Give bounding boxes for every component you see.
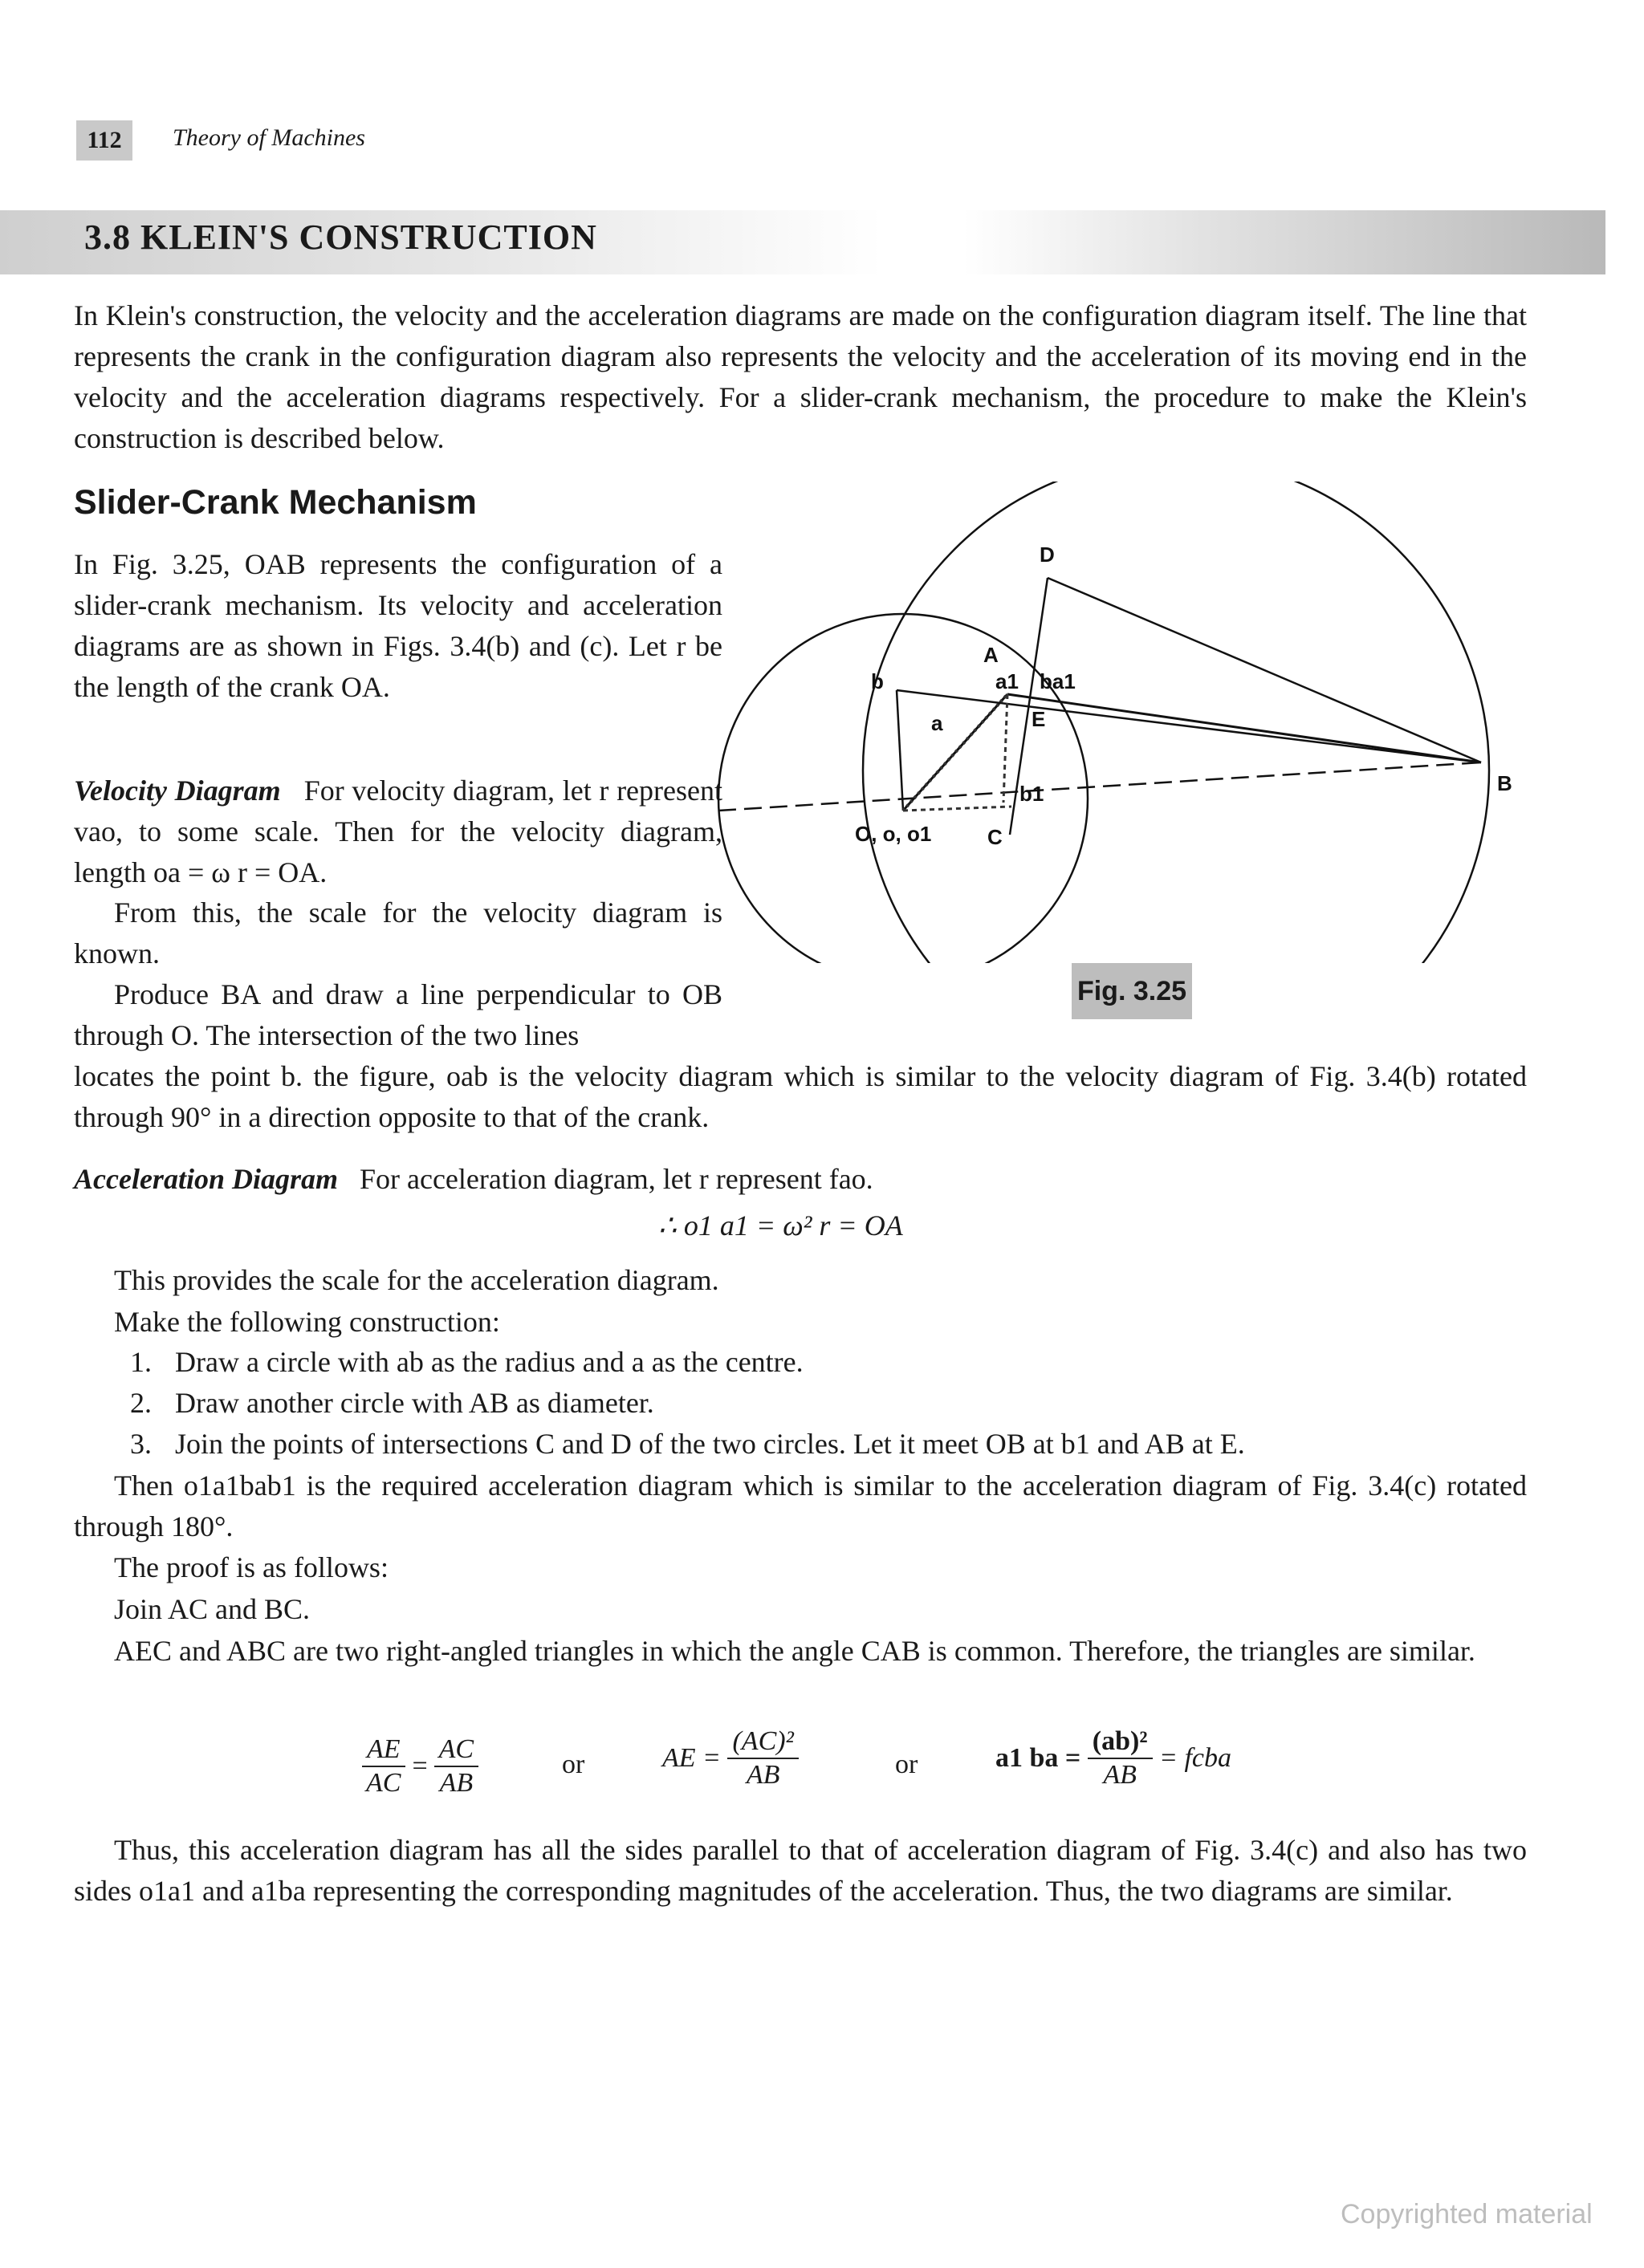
acceleration-text: For acceleration diagram, let r represent fao.: [359, 1163, 873, 1195]
ab-equation: a1 ba = $\frac{\text{(ab)²}}{AB}$ = fcba: [995, 1726, 1232, 1790]
label-e: E: [1032, 707, 1046, 731]
line-ba-produced: [897, 690, 1481, 762]
construction-step: 3. Join the points of intersections C and D of the two circles. Let it meet OB at b1 and AB at E.: [130, 1428, 1245, 1460]
conclusion-paragraph: Thus, this acceleration diagram has all the sides parallel to that of acceleration diagram of Fig. 3.4(c) and also has two sides o1a1 and a1ba representing the corresponding magnitudes of the acceleration. Thus, the two diagrams are similar.: [74, 1834, 1527, 1907]
label-c: C: [987, 825, 1003, 849]
accel-side-o1b1: [903, 807, 1011, 811]
intro-paragraph: In Klein's construction, the velocity and the acceleration diagrams are made on the configuration diagram itself. The line that represents the crank in the configuration diagram also represents the velocity and the acceleration of its moving end in the velocity and the acceleration diagrams respectively. For a slider-crank mechanism, the procedure to make the Klein's construction is described below.: [74, 299, 1527, 454]
fraction: $\frac{AC}{AB}$: [434, 1734, 478, 1799]
label-b-lower: b: [871, 669, 884, 693]
klein-construction-figure: [706, 482, 1541, 963]
fraction: $\frac{\text{(ab)²}}{AB}$: [1088, 1725, 1153, 1791]
equals-sign: =: [412, 1751, 428, 1781]
label-b-upper: B: [1497, 771, 1512, 795]
line-ob-perpendicular: [897, 690, 903, 811]
or-word: or: [562, 1750, 585, 1779]
connecting-rod-ab: [1007, 694, 1481, 762]
ratio-equation: [361, 1734, 478, 1799]
velocity-scale-paragraph: From this, the scale for the velocity diagram is known.: [74, 896, 722, 969]
page-number-text: 112: [87, 127, 122, 153]
line-ob: [718, 762, 1481, 811]
result-paragraph: Then o1a1bab1 is the required acceleration diagram which is similar to the acceleration diagram of Fig. 3.4(c) rotated through 180°.: [74, 1469, 1527, 1542]
join-line: Join AC and BC.: [114, 1593, 311, 1625]
accel-side-a1ba: [1003, 694, 1007, 803]
construction-intro: Make the following construction:: [114, 1306, 500, 1338]
velocity-text: For velocity diagram, let r represent vao, to some scale. Then for the velocity diagram, length oa = ω r = OA.: [74, 774, 722, 888]
label-o: O, o, o1: [855, 822, 932, 846]
acceleration-scale-paragraph: This provides the scale for the acceleration diagram.: [114, 1264, 719, 1296]
construction-step: 1. Draw a circle with ab as the radius and a as the centre.: [130, 1346, 804, 1378]
label-a1: a1: [995, 669, 1019, 693]
produce-paragraph: Produce BA and draw a line perpendicular to OB through O. The intersection of the two lines: [74, 978, 722, 1051]
construction-steps: [130, 1342, 1527, 1465]
figure-caption: Fig. 3.25: [1072, 963, 1192, 1019]
fraction: $\frac{AE}{AC}$: [361, 1734, 405, 1799]
fraction: $\frac{\text{(AC)²}}{AB}$: [727, 1725, 798, 1791]
acceleration-paragraph: [74, 1159, 1527, 1200]
or-word-2: or: [895, 1750, 918, 1779]
proof-intro: The proof is as follows:: [114, 1551, 389, 1583]
label-d: D: [1040, 543, 1055, 567]
page-number: [76, 120, 132, 161]
ae-equation: AE = $\frac{\text{(AC)²}}{AB}$: [662, 1725, 799, 1791]
label-b1: b1: [1019, 782, 1044, 806]
locates-paragraph: locates the point b. the figure, oab is the velocity diagram which is similar to the velocity diagram of Fig. 3.4(b) rotated through 90° in a direction opposite to that of the crank.: [74, 1060, 1527, 1133]
copyright-watermark: Copyrighted material: [1341, 2199, 1593, 2229]
acceleration-equation: ∴ o1 a1 = ω² r = OA: [658, 1209, 903, 1242]
velocity-heading: Velocity Diagram: [74, 774, 281, 807]
velocity-paragraph: [74, 770, 722, 893]
circle-ab-diameter: [863, 482, 1489, 963]
subheading: Slider-Crank Mechanism: [74, 483, 477, 522]
similar-triangles-paragraph: AEC and ABC are two right-angled triangles in which the angle CAB is common. Therefore, the triangles are similar.: [114, 1635, 1475, 1667]
acceleration-heading: Acceleration Diagram: [74, 1163, 338, 1195]
fig-intro-paragraph: In Fig. 3.25, OAB represents the configuration of a slider-crank mechanism. Its velocity and acceleration diagrams are as shown in Figs. 3.4(b) and (c). Let r be the length of the crank OA.: [74, 548, 722, 703]
label-a-upper: A: [983, 643, 999, 667]
running-header-title: Theory of Machines: [173, 124, 365, 151]
label-a-lower: a: [931, 711, 943, 735]
construction-step: 2. Draw another circle with AB as diameter.: [130, 1387, 654, 1419]
section-title: 3.8 KLEIN'S CONSTRUCTION: [84, 217, 597, 257]
label-ba1: ba1: [1040, 669, 1076, 693]
